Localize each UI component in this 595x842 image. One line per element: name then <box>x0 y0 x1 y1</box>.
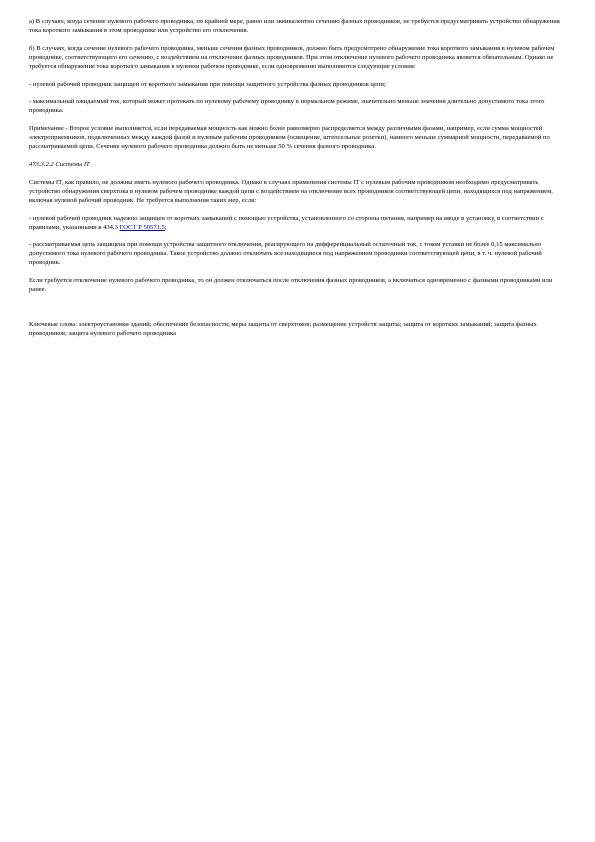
paragraph-it-systems: Системы IT, как правило, не должны иметь нулевого рабочего проводника. Однако в случаях применения системы IT с нулевым рабочим проводником необходимо предусматривать устройство обнаружения сверхтока в нулевом рабочем проводнике каждой цепи с воздействием на отключение всех проводников соответствующей цепи, находящихся под напряжением, включая нулевой рабочий проводник. Не требуется выполнения таких мер, если: <box>29 178 553 204</box>
document-body <box>29 18 567 348</box>
condition-item-3 <box>29 215 567 233</box>
condition-item-4: - рассматриваемая цепь защищена при помощи устройства защитного отключения, реагирующего на дифференциальный остаточный ток, с током уставки не более 0,15 максимально допустимого тока нулевого рабочего проводника. Такое устройство должно отключать все находящиеся под напряжением проводники соответствующей цепи, в т. ч. нулевой рабочий проводник. <box>29 241 542 267</box>
condition-item-3-end: ; <box>164 223 167 231</box>
keywords: Ключевые слова: электроустановки зданий; обеспечение безопасности; меры защиты от сверхтоков; размещение устройств защиты; защита от коротких замыканий; защита фазных проводников; защита нулевого рабочего проводника <box>29 320 537 337</box>
note-paragraph: Примечание - Второе условие выполняется, если передаваемая мощность как можно более равномерно распределяется между различными фазами, например, если сумма мощностей электроприемников, подключенных между каждой фазой и нулевым рабочим проводником (освещение, штепсельные розетки), намного меньше суммарной мощности, передаваемой по рассматриваемой цепи. Сечение нулевого рабочего проводника должно быть не меньше 50 % сечения фазного проводника. <box>29 125 550 151</box>
condition-item-2: - максимальный ожидаемый ток, который может протекать по нулевому рабочему проводнику в нормальном режиме, значительно меньше значения длительно допустимого тока этого проводника. <box>29 98 545 115</box>
paragraph-a: а) В случаях, когда сечение нулевого рабочего проводника, по крайней мере, равно или эквивалентно сечению фазных проводников, не требуется предусматривать устройство обнаружения тока короткого замыкания в этом проводнике или устройство его отключения. <box>29 18 560 34</box>
paragraph-b: б) В случаях, когда сечение нулевого рабочего проводника, меньше сечения фазных проводников, должно быть предусмотрено обнаружение тока короткого замыкания в нулевом рабочем проводнике, соответствующего его сечению, с воздействием на отключение фазных проводников. При этом отключение нулевого рабочего проводника является обязательным. Однако не требуется обнаружение тока короткого замыкания в нулевом рабочем проводнике, если одновременно выполняются следующие условия: <box>29 44 555 70</box>
condition-item-1: - нулевой рабочий проводник защищен от короткого замыкания при помощи защитного устройства фазных проводников цепи; <box>29 80 386 88</box>
condition-item-3-text: - нулевой рабочий проводник надежно защищен от коротких замыканий с помощью устройства, установленного со стороны питания, например на вводе в установку, в соответствии с правилами, указанными в 434.3 <box>29 214 544 231</box>
gost-link[interactable]: ГОСТ Р 50571.5 <box>119 223 165 231</box>
section-heading: 473.3.2.2 Системы IT <box>29 160 90 168</box>
paragraph-disconnect: Если требуется отключение нулевого рабочего проводника, то он должен отключаться после отключения фазных проводников, а включаться одновременно с фазными проводниками или ранее. <box>29 277 553 294</box>
